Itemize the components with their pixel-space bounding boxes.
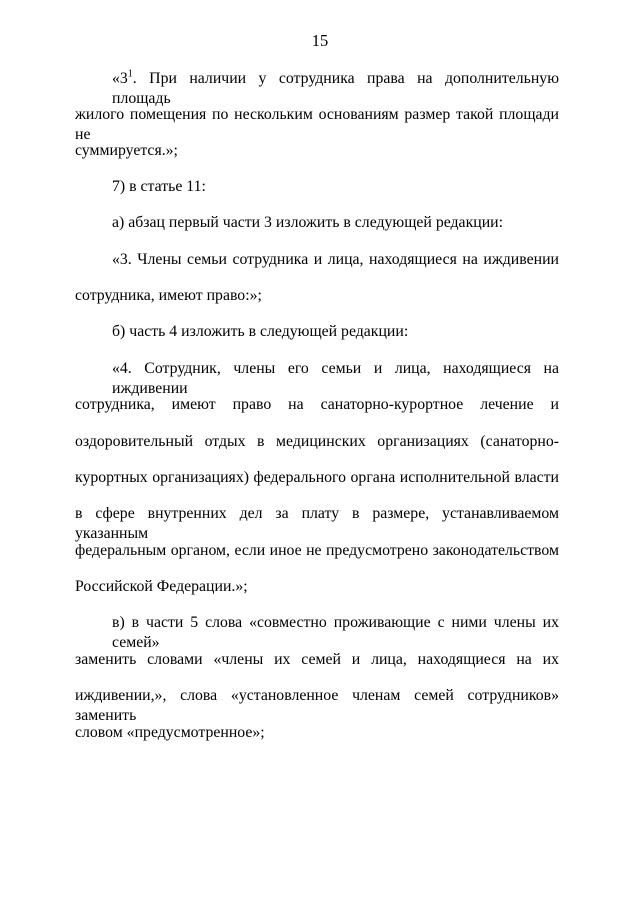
subitem-a: а) абзац первый части 3 изложить в следующей редакции:: [112, 214, 503, 231]
quote-4-line-2: сотрудника, имеют право на санаторно-курортное лечение и: [75, 396, 559, 413]
quote-prefix: «3: [112, 70, 128, 87]
paragraph-3-1-text: . При наличии у сотрудника права на дополнительную площадь: [112, 70, 559, 107]
quote-4-line-4: курортных организациях) федерального органа исполнительной власти: [75, 469, 559, 486]
subitem-v-line-1: в) в части 5 слова «совместно проживающие с ними члены их семей»: [112, 614, 559, 651]
subitem-v-line-3: иждивении,», слова «установленное членам семей сотрудников» заменить: [75, 687, 559, 724]
item-7-heading: 7) в статье 11:: [112, 178, 206, 195]
page-number: 15: [311, 31, 329, 50]
quote-3-line-2: сотрудника, имеют право:»;: [75, 287, 262, 304]
quote-4-line-3: оздоровительный отдых в медицинских организациях (санаторно-: [75, 433, 559, 450]
paragraph-3-1-line-3: суммируется.»;: [75, 142, 178, 159]
paragraph-3-1-line-1: [112, 69, 559, 109]
superscript-1: 1: [127, 68, 133, 80]
quote-3-line-1: «3. Члены семьи сотрудника и лица, находящиеся на иждивении: [112, 251, 559, 268]
paragraph-3-1-line-2: жилого помещения по нескольким основаниям размер такой площади не: [75, 106, 559, 143]
quote-4-line-1: «4. Сотрудник, члены его семьи и лица, находящиеся на иждивении: [112, 360, 559, 397]
subitem-b: б) часть 4 изложить в следующей редакции:: [112, 323, 409, 340]
subitem-v-line-4: словом «предусмотренное»;: [75, 724, 265, 741]
quote-4-line-6: федеральным органом, если иное не предусмотрено законодательством: [75, 542, 559, 559]
quote-4-line-5: в сфере внутренних дел за плату в размере, устанавливаемом указанным: [75, 505, 559, 542]
subitem-v-line-2: заменить словами «члены их семей и лица, находящиеся на их: [75, 651, 559, 668]
quote-4-line-7: Российской Федерации.»;: [75, 578, 248, 595]
